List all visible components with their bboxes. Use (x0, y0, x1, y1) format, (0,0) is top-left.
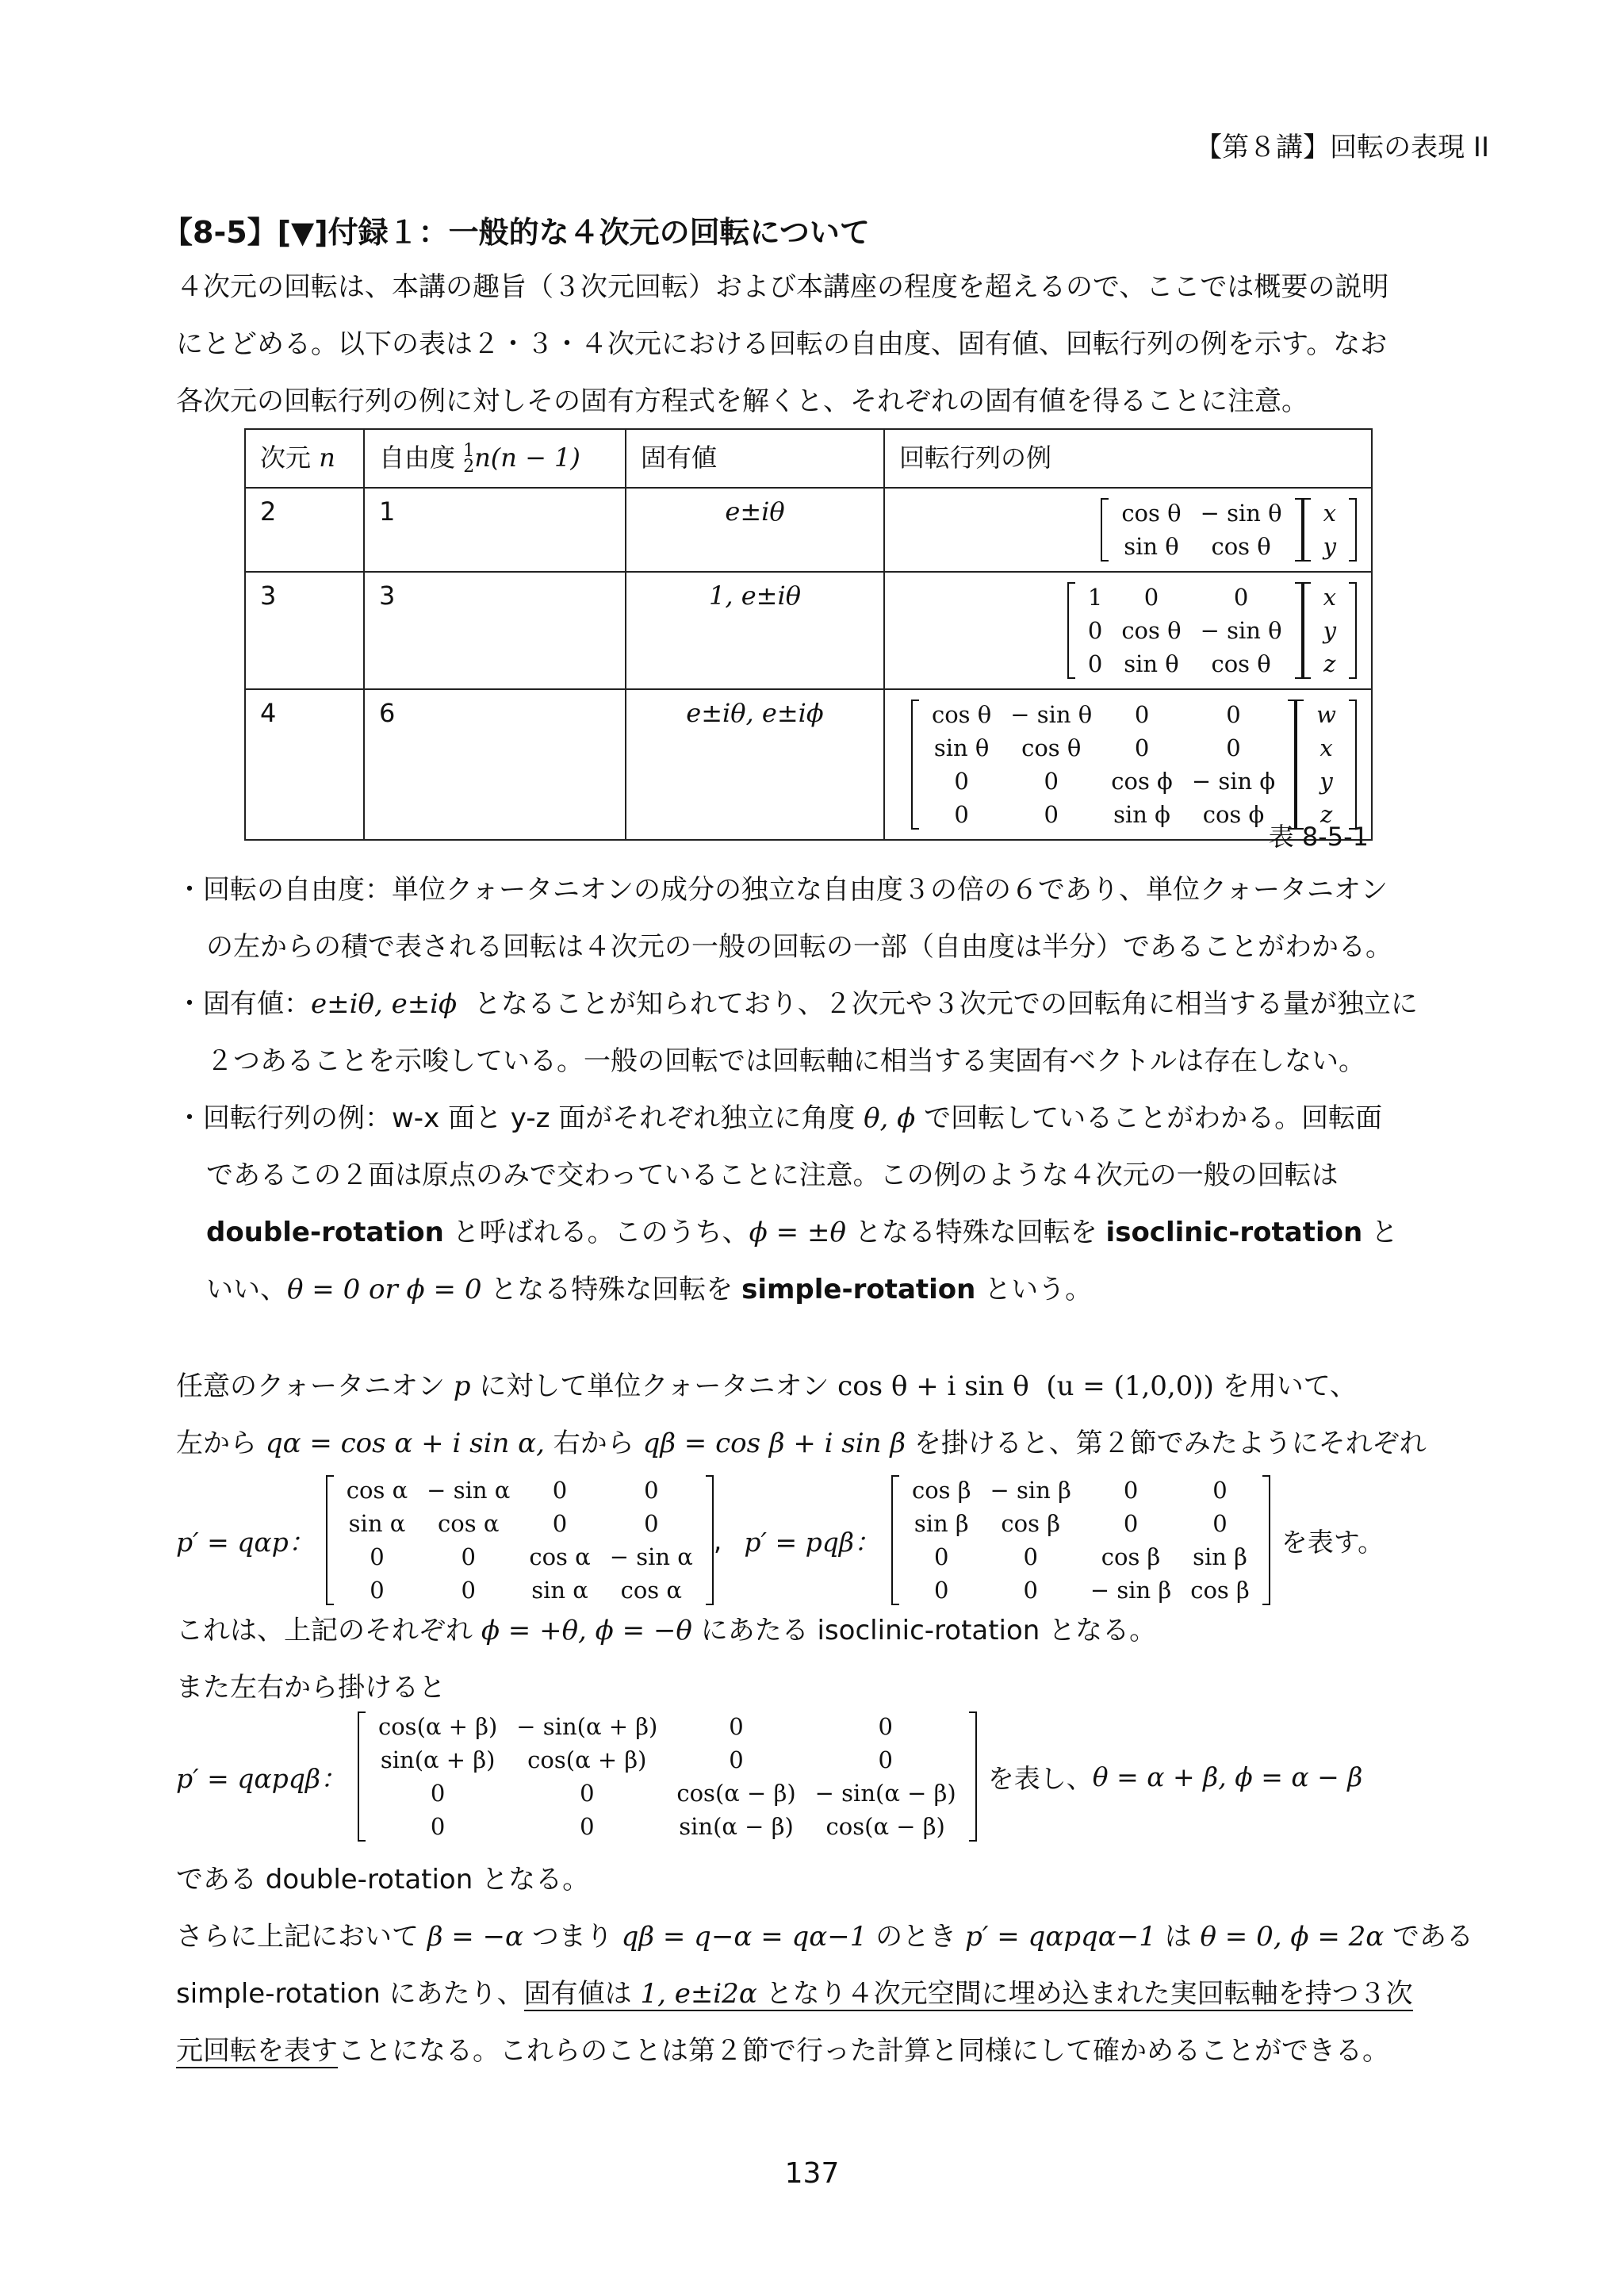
cell-matrix (884, 488, 1372, 572)
body-line: 左から qα = cos α + i sin α, 右から qβ = cos β + i sin β を掛けると、第２節でみたようにそれぞれ (176, 1428, 1427, 1459)
vector-4d: w x y z (1296, 698, 1357, 831)
page-number: 137 (784, 2157, 840, 2190)
header-eigenvalue: 固有値 (626, 429, 884, 488)
rotation-table (244, 428, 1373, 841)
intro-paragraph (176, 259, 1477, 430)
section-title: 【8-5】[▼]付録１：一般的な４次元の回転について (163, 215, 870, 250)
matrix-right-mult: cos β − sin β 0 0 sin β cos β 0 0 0 0 cos β sin β 0 0 − sin β cos β (891, 1474, 1270, 1607)
vector-2d: x y (1303, 496, 1357, 563)
cell-dof: 3 (364, 572, 626, 689)
matrix-left-mult: cos α − sin α 0 0 sin α cos α 0 0 0 0 cos α − sin α 0 0 sin α cos α (326, 1474, 714, 1607)
header-matrix: 回転行列の例 (884, 429, 1372, 488)
body-line: また左右から掛けると (176, 1672, 446, 1704)
cell-matrix (884, 572, 1372, 689)
intro-line: ４次元の回転は、本講の趣旨（３次元回転）および本講座の程度を超えるので、ここでは概要の説明 (176, 271, 1389, 303)
table-header-row (245, 429, 1372, 488)
table-row (245, 689, 1372, 840)
table-caption: 表 8-5-1 (1268, 822, 1369, 852)
intro-line: 各次元の回転行列の例に対しその固有方程式を解くと、それぞれの固有値を得ることに注意。 (176, 385, 1308, 417)
body-paragraph-2 (176, 1602, 1477, 1716)
bullet-dof: ・回転の自由度：単位クォータニオンの成分の独立な自由度３の倍の６であり、単位クォータニオン の左からの積で表される回転は４次元の一般の回転の一部（自由度は半分）であることがわかる。 (176, 874, 1392, 963)
body-line: さらに上記において β = −α つまり qβ = q−α = qα−1 のとき p′ = qαpqα−1 は θ = 0, ϕ = 2α である (176, 1921, 1474, 1953)
cell-dof: 1 (364, 488, 626, 572)
bullet-matrix: ・回転行列の例：w-x 面と y-z 面がそれぞれ独立に角度 θ, ϕ で回転していることがわかる。回転面 であるこの２面は原点のみで交わっていることに注意。この例のような４次元の一般の回転は double-rotation と呼ばれる。このうち、ϕ = ±θ となる特殊な回転を isoclinic-rotation と いい、θ = 0 or ϕ = 0 となる特殊な回転を simple-rotation という。 (176, 1102, 1398, 1305)
body-line: simple-rotation にあたり、固有値は 1, e±i2α となり４次元空間に埋め込まれた実回転軸を持つ３次 (176, 1978, 1413, 2010)
cell-dof: 6 (364, 689, 626, 840)
equation-isoclinic: p′ = qαp： cos α − sin α 0 0 sin α cos α 0 0 0 0 cos α − sin α 0 0 sin α cos α , p′ = pqβ： cos β − sin β 0 0 sin β cos β 0 0 0 0 cos β sin β 0 0 − sin β cos β を表す。 (176, 1474, 1384, 1607)
body-line: 任意のクォータニオン p に対して単位クォータニオン cos θ + i sin θ (u = (1,0,0)) を用いて、 (176, 1370, 1358, 1402)
running-header: 【第８講】回転の表現 II (1195, 132, 1489, 163)
body-line: である double-rotation となる。 (176, 1864, 590, 1895)
vector-3d: x y z (1303, 581, 1357, 680)
bullet-list (176, 861, 1477, 1318)
header-dof: 自由度 1 2n(n − 1) (364, 429, 626, 488)
cell-eig: e±iθ (626, 488, 884, 572)
matrix-2d: cos θ − sin θ sin θ cos θ (1101, 496, 1302, 563)
matrix-both-mult: cos(α + β) − sin(α + β) 0 0 sin(α + β) cos(α + β) 0 0 0 0 cos(α − β) − sin(α − β) 0 0 sin(α − β) cos(α − β) (358, 1710, 977, 1843)
table-row (245, 488, 1372, 572)
body-paragraph-1 (176, 1358, 1477, 1472)
body-paragraph-3 (176, 1851, 1477, 2079)
matrix-3d: 1 0 0 0 cos θ − sin θ 0 sin θ cos θ (1067, 581, 1303, 680)
cell-dim: 4 (245, 689, 364, 840)
body-line: これは、上記のそれぞれ ϕ = +θ, ϕ = −θ にあたる isoclinic-rotation となる。 (176, 1615, 1157, 1646)
cell-dim: 3 (245, 572, 364, 689)
intro-line: にとどめる。以下の表は２・３・４次元における回転の自由度、固有値、回転行列の例を示す。なお (176, 328, 1388, 360)
table-row (245, 572, 1372, 689)
header-dimension: 次元 n (245, 429, 364, 488)
body-line: 元回転を表すことになる。これらのことは第２節で行った計算と同様にして確かめることができる。 (176, 2035, 1389, 2067)
cell-dim: 2 (245, 488, 364, 572)
bullet-eigenvalue: ・固有値：e±iθ, e±iϕ となることが知られており、２次元や３次元での回転角に相当する量が独立に ２つあることを示唆している。一般の回転では回転軸に相当する実固有ベクトルは存在しない。 (176, 988, 1418, 1077)
cell-eig: e±iθ, e±iϕ (626, 689, 884, 840)
cell-eig: 1, e±iθ (626, 572, 884, 689)
equation-double-rotation: p′ = qαpqβ： cos(α + β) − sin(α + β) 0 0 sin(α + β) cos(α + β) 0 0 0 0 cos(α − β) − sin(α − β) 0 0 sin(α − β) cos(α − β) を表し、 θ = α + β, ϕ = α − β (176, 1710, 1362, 1843)
matrix-4d: cos θ − sin θ 0 0 sin θ cos θ 0 0 0 0 cos ϕ − sin ϕ 0 0 sin ϕ cos ϕ (911, 698, 1296, 831)
